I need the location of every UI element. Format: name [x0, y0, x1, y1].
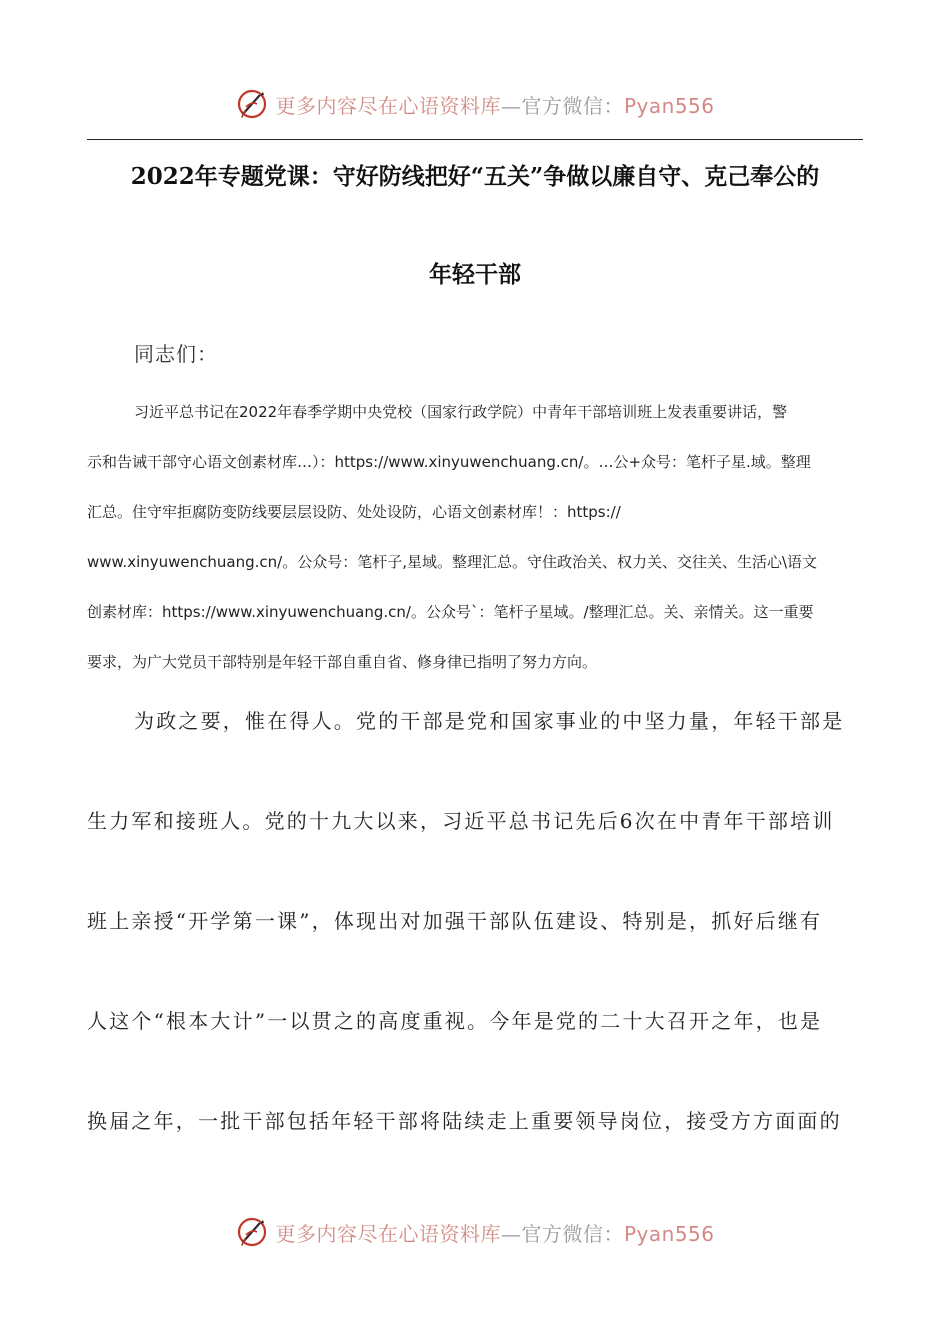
body-line: 生力军和接班人。党的十九大以来，习近平总书记先后6次在中青年干部培训	[87, 809, 835, 833]
footer-banner-wechat: Pyan556	[623, 1221, 715, 1246]
footer-banner	[0, 1212, 950, 1252]
footer-banner-dash: —	[500, 1221, 522, 1246]
greeting: 同志们：	[134, 342, 218, 366]
document-title-line-2: 年轻干部	[429, 261, 521, 288]
intro-line: 要求，为广大党员干部特别是年轻干部自重自省、修身律已指明了努力方向。	[87, 653, 598, 671]
header-banner-wechat: Pyan556	[623, 93, 715, 118]
header-banner-text	[275, 90, 714, 119]
footer-banner-official: 官方微信：	[521, 1221, 624, 1246]
intro-line: 习近平总书记在2022年春季学期中央党校（国家行政学院）中青年干部培训班上发表重要讲话，警	[134, 403, 788, 421]
footer-banner-text	[275, 1218, 714, 1247]
body-line: 人这个“根本大计”一以贯之的高度重视。今年是党的二十大召开之年，也是	[87, 1009, 823, 1033]
header-banner	[0, 84, 950, 124]
body-line: 班上亲授“开学第一课”，体现出对加强干部队伍建设、特别是，抓好后继有	[87, 909, 823, 933]
header-banner-dash: —	[500, 93, 522, 118]
header-banner-content	[235, 87, 714, 121]
document-title-line-1: 2022年专题党课：守好防线把好“五关”争做以廉自守、克己奉公的	[130, 163, 820, 190]
intro-line: www.xinyuwenchuang.cn/。公众号：笔杆子,星域。整理汇总。守住政治关、权力关、交往关、生活心\语文	[87, 553, 818, 571]
footer-banner-content	[235, 1215, 714, 1249]
header-banner-main: 更多内容尽在心语资料库	[275, 93, 501, 118]
pen-logo-icon	[235, 87, 269, 121]
intro-line: 汇总。住守牢拒腐防变防线要层层设防、处处设防，心语文创素材库！：https://	[87, 503, 621, 521]
intro-line: 示和告诫干部守心语文创素材库…）：https://www.xinyuwenchuang.cn/。…公+众号：笔杆子星.域。整理	[87, 453, 811, 471]
pen-logo-icon	[235, 1215, 269, 1249]
footer-banner-main: 更多内容尽在心语资料库	[275, 1221, 501, 1246]
body-line: 为政之要，惟在得人。党的干部是党和国家事业的中坚力量，年轻干部是	[134, 709, 845, 733]
intro-line: 创素材库：https://www.xinyuwenchuang.cn/。公众号`：笔杆子星域。/整理汇总。关、亲情关。这一重要	[87, 603, 814, 621]
header-banner-official: 官方微信：	[521, 93, 624, 118]
body-line: 换届之年，一批干部包括年轻干部将陆续走上重要领导岗位，接受方方面面的	[87, 1109, 842, 1133]
header-divider	[87, 139, 863, 140]
